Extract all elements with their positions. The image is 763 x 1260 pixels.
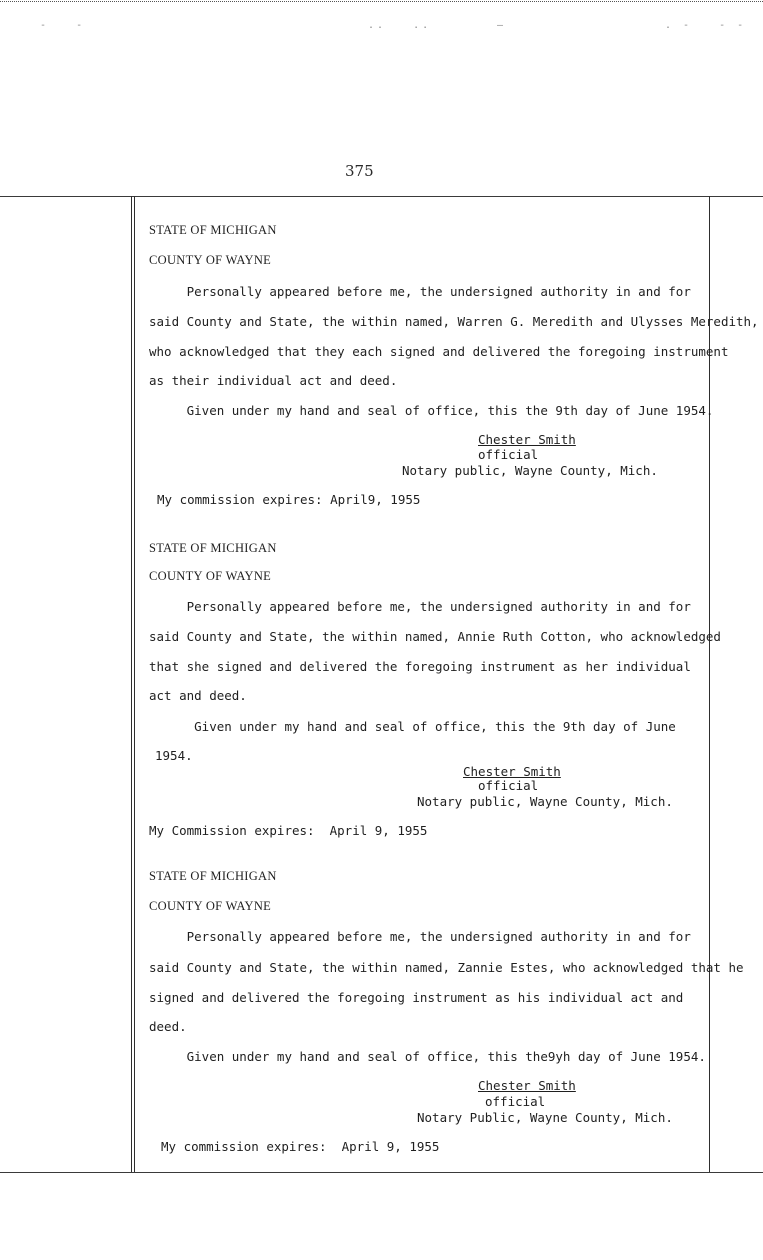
commission-expiry: My Commission expires: April 9, 1955 (149, 823, 428, 838)
notary-title: official (485, 1094, 546, 1109)
bottom-rule (0, 1172, 763, 1173)
county-heading: COUNTY OF WAYNE (149, 899, 272, 913)
notary-role: Notary public, Wayne County, Mich. (402, 463, 658, 478)
page-number: 375 (345, 162, 374, 180)
body-line: Personally appeared before me, the undersigned authority in and for (149, 929, 691, 944)
body-line: said County and State, the within named, Zannie Estes, who acknowledged that he (149, 960, 744, 975)
county-heading: COUNTY OF WAYNE (149, 253, 272, 267)
body-line: deed. (149, 1019, 187, 1034)
commission-expiry: My commission expires: April9, 1955 (157, 492, 421, 507)
top-border (0, 1, 763, 2)
body-line: signed and delivered the foregoing instrument as his individual act and (149, 990, 684, 1005)
notary-signature: Chester Smith (478, 1078, 576, 1093)
given-year: 1954. (155, 748, 193, 763)
state-heading: STATE OF MICHIGAN (149, 223, 277, 237)
body-line: said County and State, the within named, Annie Ruth Cotton, who acknowledged (149, 629, 721, 644)
notary-role: Notary Public, Wayne County, Mich. (417, 1110, 673, 1125)
body-line: who acknowledged that they each signed and delivered the foregoing instrument (149, 344, 729, 359)
scan-artifact: . - - - (665, 20, 747, 31)
notary-signature: Chester Smith (463, 764, 561, 779)
top-rule (0, 196, 763, 197)
notary-role: Notary public, Wayne County, Mich. (417, 794, 673, 809)
scan-artifact: .. .. (368, 20, 432, 31)
given-line: Given under my hand and seal of office, this the 9th day of June 1954. (149, 403, 714, 418)
given-line: Given under my hand and seal of office, this the9yh day of June 1954. (149, 1049, 706, 1064)
left-margin-rule (131, 196, 132, 1172)
given-line: Given under my hand and seal of office, this the 9th day of June (149, 719, 676, 734)
scan-artifact: - - (40, 20, 86, 31)
notary-title: official (478, 778, 539, 793)
notary-title: official (478, 447, 539, 462)
body-line: as their individual act and deed. (149, 373, 398, 388)
left-margin-rule-inner (134, 196, 135, 1172)
state-heading: STATE OF MICHIGAN (149, 869, 277, 883)
county-heading: COUNTY OF WAYNE (149, 569, 272, 583)
body-line: said County and State, the within named, Warren G. Meredith and Ulysses Meredith, (149, 314, 759, 329)
body-line: Personally appeared before me, the undersigned authority in and for (149, 284, 691, 299)
body-line: Personally appeared before me, the undersigned authority in and for (149, 599, 691, 614)
scan-artifact: — (497, 20, 507, 31)
right-margin-rule (709, 196, 710, 1172)
state-heading: STATE OF MICHIGAN (149, 541, 277, 555)
notary-signature: Chester Smith (478, 432, 576, 447)
commission-expiry: My commission expires: April 9, 1955 (161, 1139, 440, 1154)
body-line: act and deed. (149, 688, 247, 703)
body-line: that she signed and delivered the foregoing instrument as her individual (149, 659, 691, 674)
